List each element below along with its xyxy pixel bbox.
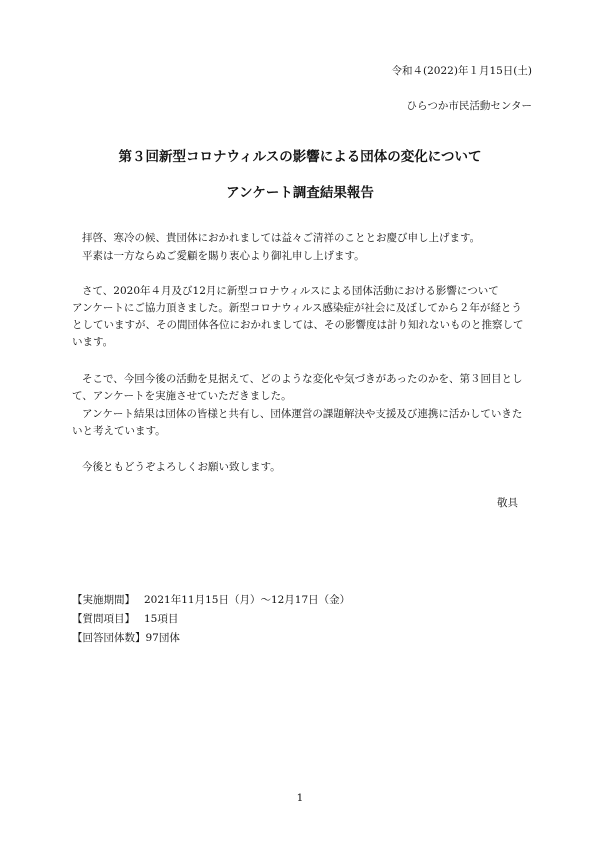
period-label: 【実施期間】 [72, 594, 135, 606]
paragraph-3-line-1: そこで、今回今後の活動を見据えて、どのような変化や気づきがあったのかを、第３回目とし [82, 373, 523, 385]
document-subtitle: アンケート調査結果報告 [226, 185, 374, 201]
issue-date: 令和４(2022)年１月15日(土) [391, 65, 532, 77]
closing-line: 今後ともどうぞよろしくお願い致します。 [82, 461, 281, 473]
greeting-line-2: 平素は一方ならぬご愛顧を賜り衷心より御礼申し上げます。 [82, 250, 365, 262]
respondents-label: 【回答団体数】 [72, 632, 146, 644]
paragraph-2-line-4: います。 [72, 336, 114, 348]
paragraph-3-line-4: いと考えています。 [72, 425, 166, 437]
items-value: 15項目 [144, 613, 179, 625]
paragraph-2-line-3: としていますが、その間団体各位におかれましては、その影響度は計り知れないものと推察して [72, 319, 524, 331]
sign-off: 敬具 [497, 497, 518, 509]
document-title: 第３回新型コロナウィルスの影響による団体の変化について [118, 149, 482, 165]
greeting-line-1: 拝啓、寒冷の候、貴団体におかれましては益々ご清祥のこととお慶び申し上げます。 [82, 232, 481, 244]
page-number: 1 [296, 792, 304, 804]
detail-respondents [72, 631, 180, 645]
organization-name: ひらつか市民活動センター [406, 100, 532, 112]
paragraph-2-line-1: さて、2020年４月及び12月に新型コロナウィルスによる団体活動における影響について [82, 285, 499, 297]
detail-items [72, 612, 178, 626]
paragraph-3-line-3: アンケート結果は団体の皆様と共有し、団体運営の課題解決や支援及び連携に活かしていきた [82, 408, 523, 420]
paragraph-3-line-2: て、アンケートを実施させていただきました。 [72, 390, 292, 402]
period-value: 2021年11月15日（月）～12月17日（金） [144, 594, 351, 606]
respondents-value: 97団体 [145, 632, 180, 644]
items-label: 【質問項目】 [72, 613, 135, 625]
detail-period [72, 593, 350, 607]
paragraph-2-line-2: アンケートにご協力頂きました。新型コロナウィルス感染症が社会に及ぼしてから２年が経とう [72, 302, 522, 314]
